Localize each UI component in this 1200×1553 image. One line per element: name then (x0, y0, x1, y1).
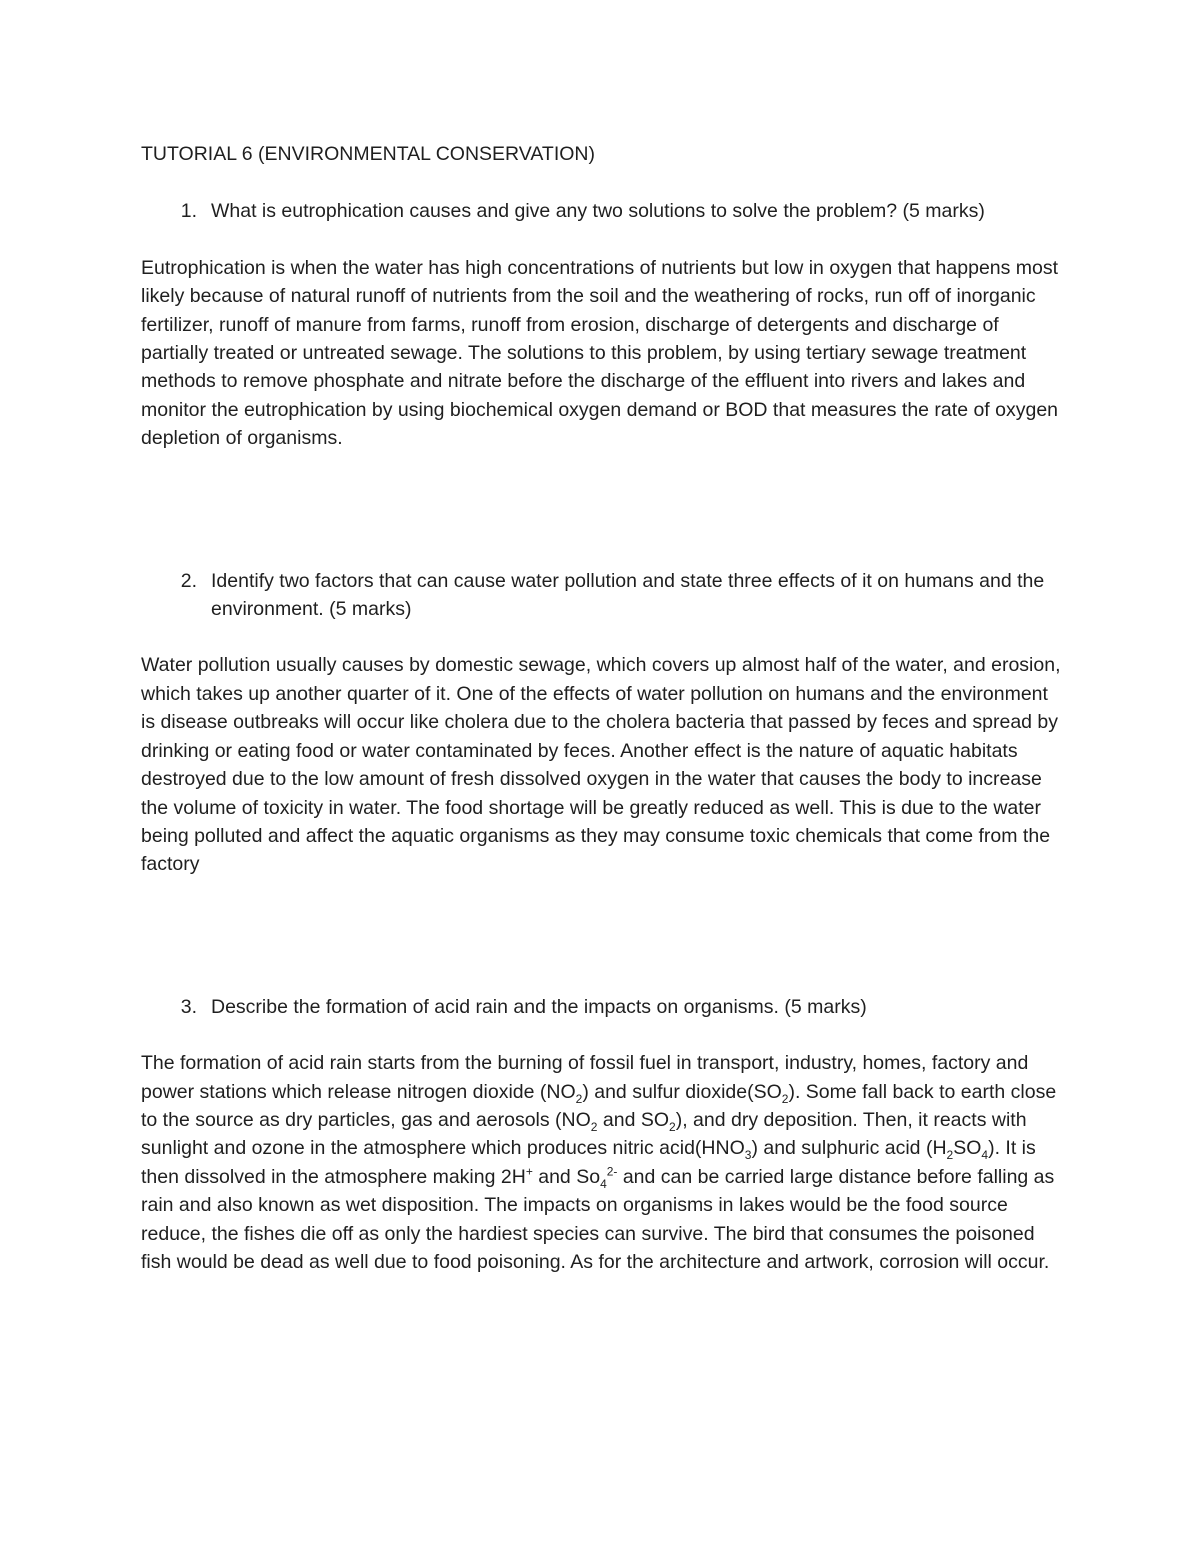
subscript: 2 (669, 1119, 676, 1134)
subscript: 3 (744, 1148, 752, 1163)
question-2 (141, 567, 1061, 624)
answer-1: Eutrophication is when the water has high concentrations of nutrients but low in oxygen that happens most likely because of natural runoff of nutrients from the soil and the weathering of rocks, run off of inorganic fertilizer, runoff of manure from farms, runoff from erosion, discharge of detergents and discharge of partially treated or untreated sewage. The solutions to this problem, by using tertiary sewage treatment methods to remove phosphate and nitrate before the discharge of the effluent into rivers and lakes and monitor the eutrophication by using biochemical oxygen demand or BOD that measures the rate of oxygen depletion of organisms. (141, 256, 1059, 450)
question-number: 2. (180, 569, 197, 592)
answer-3 (141, 1049, 1061, 1276)
superscript: + (525, 1164, 533, 1179)
document-body (141, 140, 1061, 1276)
spacer (141, 453, 1061, 538)
question-1 (141, 197, 1061, 225)
question-text: What is eutrophication causes and give any two solutions to solve the problem? (5 marks) (211, 200, 985, 223)
answer-text: and SO (597, 1108, 670, 1131)
question-number: 3. (180, 995, 197, 1018)
spacer (141, 879, 1061, 964)
answer-text: The formation of acid rain starts from the burning of fossil fuel in transport, industry, homes, factory and power stations which release nitrogen dioxide (NO (141, 1052, 1029, 1103)
question-text: Describe the formation of acid rain and the impacts on organisms. (5 marks) (211, 995, 867, 1018)
answer-text: and can be carried large distance before falling as rain and also known as wet disposition. The impacts on organisms in lakes would be the food source reduce, the fishes die off as only the hardiest species can survive. The bird that consumes the poisoned fish would be dead as well due to food poisoning. As for the architecture and artwork, corrosion will occur. (141, 1165, 1055, 1273)
answer-2: Water pollution usually causes by domestic sewage, which covers up almost half of the water, and erosion, which takes up another quarter of it. One of the effects of water pollution on humans and the environment is disease outbreaks will occur like cholera due to the cholera bacteria that passed by feces and spread by drinking or eating food or water contaminated by feces. Another effect is the nature of aquatic habitats destroyed due to the low amount of fresh dissolved oxygen in the water that causes the body to increase the volume of toxicity in water. The food shortage will be greatly reduced as well. This is due to the water being polluted and affect the aquatic organisms as they may consume toxic chemicals that come from the factory (141, 654, 1061, 876)
document-title: TUTORIAL 6 (ENVIRONMENTAL CONSERVATION) (141, 143, 595, 165)
superscript: 2- (606, 1164, 618, 1179)
answer-text: ) and sulphuric acid (H (751, 1137, 947, 1160)
answer-text: ). It is then dissolved in the atmosphere making 2H (141, 1137, 1036, 1188)
answer-text: ). Some fall back to earth close to the source as dry particles, gas and aerosols (NO (141, 1080, 1057, 1131)
answer-text: ) and sulfur dioxide(SO (582, 1080, 782, 1103)
subscript: 2 (590, 1119, 598, 1134)
answer-text: SO (953, 1137, 982, 1160)
subscript: 2 (946, 1148, 954, 1163)
subscript: 4 (981, 1148, 989, 1163)
subscript: 2 (781, 1091, 789, 1106)
answer-text: and So (532, 1165, 601, 1188)
question-3 (141, 993, 1061, 1021)
subscript: 4 (600, 1176, 607, 1191)
question-text: Identify two factors that can cause water pollution and state three effects of it on humans and the environment. (5 marks) (211, 569, 1045, 621)
answer-text: ), and dry deposition. Then, it reacts with sunlight and ozone in the atmosphere which produces nitric acid(HNO (141, 1108, 1027, 1160)
subscript: 2 (575, 1091, 583, 1106)
question-number: 1. (180, 200, 197, 223)
